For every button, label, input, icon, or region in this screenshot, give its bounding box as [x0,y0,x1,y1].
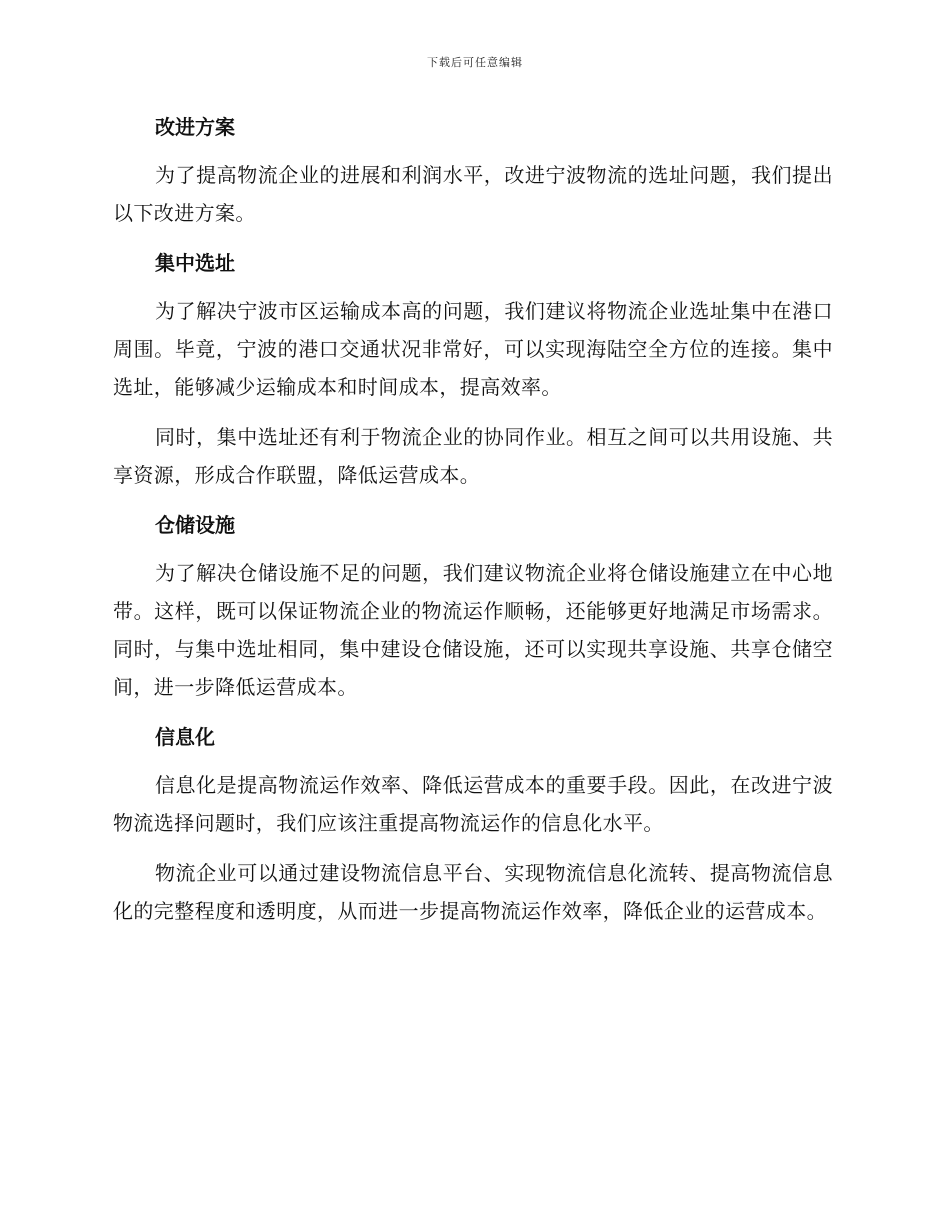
section-heading: 信息化 [155,725,215,749]
section-heading: 仓储设施 [155,513,235,537]
document-body [113,108,833,942]
section-heading: 集中选址 [155,251,235,275]
paragraph: 为了解决仓储设施不足的问题，我们建议物流企业将仓储设施建立在中心地带。这样，既可以保证物流企业的物流运作顺畅，还能够更好地满足市场需求。同时，与集中选址相同，集中建设仓储设施，还可以实现共享设施、共享仓储空间，进一步降低运营成本。 [113,561,833,699]
paragraph: 同时，集中选址还有利于物流企业的协同作业。相互之间可以共用设施、共享资源，形成合作联盟，降低运营成本。 [113,425,833,487]
section-heading: 改进方案 [155,115,235,139]
header-note: 下载后可任意编辑 [427,56,523,69]
paragraph: 为了解决宁波市区运输成本高的问题，我们建议将物流企业选址集中在港口周围。毕竟，宁波的港口交通状况非常好，可以实现海陆空全方位的连接。集中选址，能够减少运输成本和时间成本，提高效率。 [113,299,833,399]
paragraph: 信息化是提高物流运作效率、降低运营成本的重要手段。因此，在改进宁波物流选择问题时，我们应该注重提高物流运作的信息化水平。 [113,773,833,835]
paragraph: 为了提高物流企业的进展和利润水平，改进宁波物流的选址问题，我们提出以下改进方案。 [113,163,833,225]
paragraph: 物流企业可以通过建设物流信息平台、实现物流信息化流转、提高物流信息化的完整程度和透明度，从而进一步提高物流运作效率，降低企业的运营成本。 [113,861,833,923]
